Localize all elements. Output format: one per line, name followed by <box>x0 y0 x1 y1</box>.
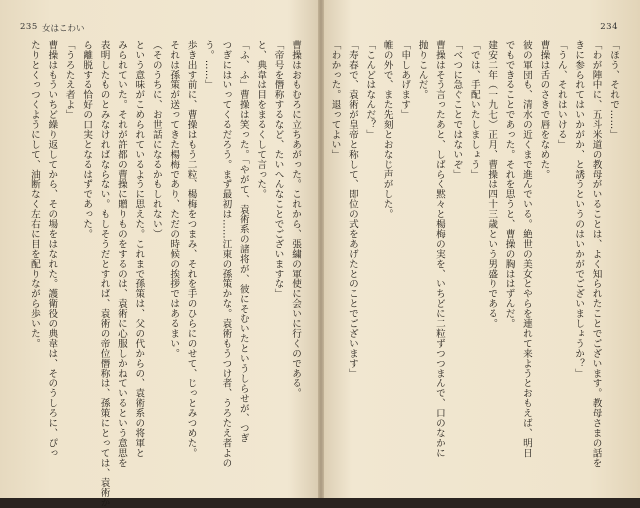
text-line: 抛りこんだ。 <box>416 40 428 100</box>
text-line: ら離脱する恰好の口実となるはずであった。 <box>81 40 93 239</box>
text-line: でもできることであった。それを思うと、曹操の胸ははずんだ。 <box>503 40 515 329</box>
page-number: 234 <box>600 22 618 32</box>
text-line: 「申しあげます」 <box>399 40 411 120</box>
text-line: 彼の軍団も、清水の近くまで進んでいる。絶世の美女とやらを連れて来ようとおもえば、明日 <box>520 40 532 458</box>
text-line: う。……」 <box>202 40 214 90</box>
text-line: 「では、手配いたしましょう」 <box>468 40 480 180</box>
left-page <box>0 0 318 508</box>
text-line: 曹操はもういちど繰り返してから、その場をはなれた。護衛役の典韋は、そのうしろに、ぴっ <box>46 40 58 458</box>
left-page-text <box>22 40 304 508</box>
text-line: と、典韋は目をまるくして言った。 <box>255 40 267 200</box>
text-line: 「ふ、ふ」曹操は笑った。「やがて、袁術系の諸将が、彼にそむいたというしらせが、つぎ <box>237 40 249 444</box>
page-number: 235 <box>20 22 38 32</box>
text-line: という意味がこめられているように思えた。これまで孫策は、父の代からの、袁術系の将軍と <box>133 40 145 458</box>
text-line: それは孫策が送ってきた楊梅であり、ただの時候の挨拶ではあるまい。 <box>168 40 180 359</box>
text-line: 曹操はそう言ったあと、しばらく黙々と楊梅の実を、いちどに二粒ずつつまんで、口のなかに <box>433 40 445 458</box>
text-line: つぎにはいってくるだろう。まず最初は……江東の孫策かな。袁術もうつけ者、うろたえ者よの <box>220 40 232 468</box>
text-line: 「うん、それはいける」 <box>555 40 567 150</box>
text-line: 「帝号を僭称するなど、たいへんなことでございますな」 <box>272 40 284 299</box>
text-line: 曹操は舌のさきで唇をなめた。 <box>538 40 550 180</box>
text-line: 「べつに急ぐことではないぞ」 <box>451 40 463 180</box>
text-line: 「うろたえ者よ」 <box>63 40 75 120</box>
text-line: 「こんどはなんだ？」 <box>364 40 376 140</box>
text-line: たりとくっつくようにして、油断なく左右に目を配りながら歩いた。 <box>28 40 40 349</box>
text-line: みられていた。それが許都の曹操に贈りものをするのは、袁術に心服しかねているという意思を <box>115 40 127 468</box>
text-line: （そのうちに、お世話になるかもしれない） <box>150 40 162 239</box>
text-line: きに参られてはいかがか、と誘うというのはいかがでございましょうか？」 <box>573 40 585 379</box>
text-line: 「わが陣中に、五斗米道の教母がいることは、よく知られたことでございます。教母さまの話を <box>590 40 602 468</box>
text-line: 帷の外で、また先刻とおなじ声がした。 <box>381 40 393 220</box>
text-line: 曹操はおもむろに立ちあがった。これから、張繍の軍使に会いに行くのである。 <box>290 40 301 399</box>
text-line: 歩き出す前に、曹操はもう二粒、楊梅をつまみ、それを手のひらにのせて、じっとみつめた。 <box>185 40 197 458</box>
text-line: 「ほう、それで……」 <box>608 40 619 140</box>
text-line: 「寿春で、袁術が皇帝と称して、即位の式をあげたとのことでございます」 <box>346 40 358 379</box>
right-page <box>324 0 640 498</box>
text-line: 「わかった。退ってよい」 <box>329 40 341 160</box>
text-line: 建安二年（一九七）正月、曹操は四十三歳という男盛りである。 <box>486 40 498 329</box>
right-page-text <box>329 40 622 468</box>
text-line: 表明したものとみなければならない。もしそうだとすれば、袁術の帝位僭称は、孫策にとっては、袁術か <box>98 40 110 508</box>
running-title: 女はこわい <box>42 24 85 34</box>
